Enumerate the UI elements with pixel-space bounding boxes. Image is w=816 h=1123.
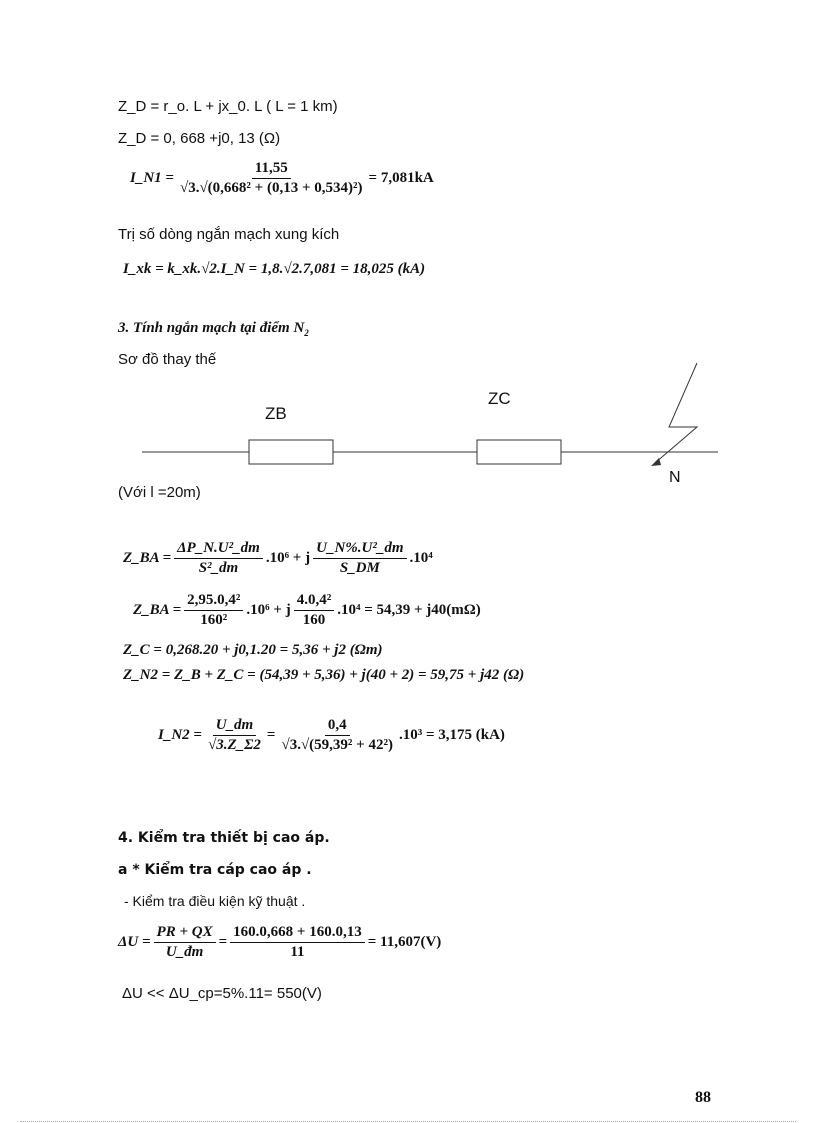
section-4-text: 4. Kiểm tra thiết bị cao áp. <box>118 830 330 846</box>
ixk-equation <box>123 261 425 278</box>
zd-value-line <box>118 130 280 147</box>
zba2-f1-numerator: 2,95.0,4² <box>184 592 243 611</box>
section-3-text: 3. Tính ngắn mạch tại điểm N <box>118 320 305 336</box>
in2-equals: = <box>266 727 276 743</box>
zba2-lhs: Z_BA = <box>133 602 182 618</box>
fault-lightning-arrow <box>655 363 697 463</box>
in2-fraction-1 <box>205 717 264 754</box>
zba-f1-numerator: ΔP_N.U²_dm <box>174 540 263 559</box>
du-f2-denominator: 11 <box>290 944 305 960</box>
shock-current-text: Trị số dòng ngắn mạch xung kích <box>118 226 340 243</box>
zd-formula-text: Z_D = r_o. L + jx_0. L ( L = 1 km) <box>118 98 338 115</box>
in2-f2-numerator: 0,4 <box>325 717 350 736</box>
ixk-text: I_xk = k_xk.√2.I_N = 1,8.√2.7,081 = 18,025 (kA) <box>123 261 426 277</box>
du-result: = 11,607(V) <box>367 934 442 950</box>
zn2-equation <box>123 667 524 684</box>
zc-impedance-box <box>477 440 561 464</box>
equivalent-circuit-diagram <box>130 355 730 495</box>
shock-current-label <box>118 226 339 243</box>
zba-fraction-1 <box>174 540 263 577</box>
du-fraction-1 <box>154 924 216 961</box>
zba2-f1-denominator: 160² <box>200 612 228 628</box>
zba-fraction-2 <box>313 540 406 577</box>
in1-fraction <box>177 160 366 197</box>
zba2-middle: .10⁶ + j <box>246 602 291 618</box>
zba-f1-denominator: S²_dm <box>198 560 239 576</box>
fault-point-label <box>669 469 681 487</box>
page-number <box>695 1089 711 1107</box>
zba-middle: .10⁶ + j <box>265 550 311 566</box>
zd-value-text: Z_D = 0, 668 +j0, 13 (Ω) <box>118 130 281 147</box>
zba2-f2-numerator: 4.0,4² <box>294 592 335 611</box>
zba-f2-numerator: U_N%.U²_dm <box>313 540 406 559</box>
diagram-label-text: Sơ đồ thay thế <box>118 351 217 368</box>
page-number-text: 88 <box>695 1089 711 1106</box>
in2-lhs: I_N2 = <box>158 727 202 743</box>
footer-rule <box>20 1121 796 1122</box>
delta-u-compare <box>122 985 322 1002</box>
zb-label-text: ZB <box>265 404 287 423</box>
zba-formula <box>123 540 433 577</box>
du-f1-numerator: PR + QX <box>154 924 216 943</box>
zb-impedance-box <box>249 440 333 464</box>
zba2-f2-denominator: 160 <box>302 612 326 628</box>
in2-fraction-2 <box>278 717 396 754</box>
du-lhs: ΔU = <box>118 934 151 950</box>
zba-tail: .10⁴ <box>409 550 433 566</box>
section-4a-heading <box>118 862 312 878</box>
in1-lhs: I_N1 = <box>130 170 174 186</box>
zba2-tail: .10⁴ = 54,39 + j40(mΩ) <box>337 602 481 618</box>
in2-tail: .10³ = 3,175 (kA) <box>398 727 505 743</box>
in2-f1-numerator: U_dm <box>213 717 257 736</box>
in2-f1-denominator: √3.Z_Σ2 <box>207 737 261 753</box>
section-3-subscript: 2 <box>304 328 309 338</box>
section-4a-text: a * Kiểm tra cáp cao áp . <box>118 862 312 878</box>
zc-equation <box>123 642 383 659</box>
in2-equation <box>158 717 505 754</box>
technical-condition-text: - Kiểm tra điều kiện kỹ thuật . <box>124 893 306 909</box>
zba-numeric <box>133 592 481 629</box>
zb-label <box>265 404 287 424</box>
du-f1-denominator: U_đm <box>165 944 204 960</box>
in1-result: = 7,081kA <box>368 170 434 186</box>
section-4-heading <box>118 830 330 846</box>
fault-point-text: N <box>669 469 681 486</box>
du-fraction-2 <box>230 924 365 961</box>
in2-f2-denominator: √3.√(59,39² + 42²) <box>281 737 393 753</box>
zn2-equation-text: Z_N2 = Z_B + Z_C = (54,39 + 5,36) + j(40 + 2) = 59,75 + j42 (Ω) <box>123 667 525 683</box>
zba2-fraction-2 <box>294 592 335 629</box>
du-f2-numerator: 160.0,668 + 160.0,13 <box>230 924 365 943</box>
technical-condition-line <box>124 893 305 909</box>
delta-u-compare-text: ΔU << ΔU_cp=5%.11= 550(V) <box>122 985 322 1002</box>
section-3-heading <box>118 320 309 338</box>
length-note-text: (Với l =20m) <box>118 484 201 501</box>
zba-f2-denominator: S_DM <box>339 560 380 576</box>
du-equals: = <box>218 934 228 950</box>
zd-formula-line <box>118 98 338 115</box>
zba2-fraction-1 <box>184 592 243 629</box>
length-note <box>118 484 201 501</box>
in1-denominator: √3.√(0,668² + (0,13 + 0,534)²) <box>179 180 363 196</box>
zc-equation-text: Z_C = 0,268.20 + j0,1.20 = 5,36 + j2 (Ωm) <box>123 642 383 658</box>
zc-label-text: ZC <box>488 389 511 408</box>
in1-equation <box>130 160 434 197</box>
zc-label <box>488 389 511 409</box>
in1-numerator: 11,55 <box>252 160 291 179</box>
zba-lhs: Z_BA = <box>123 550 172 566</box>
delta-u-equation <box>118 924 441 961</box>
